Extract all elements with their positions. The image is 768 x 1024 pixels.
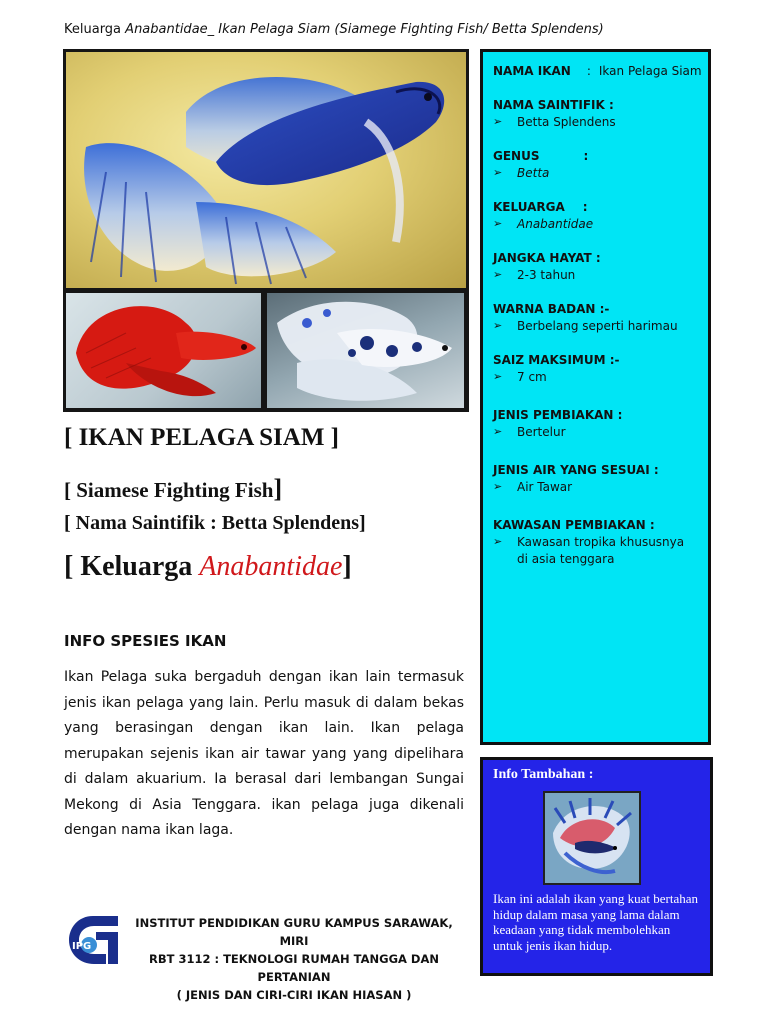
arrow-bullet-icon: ➢: [493, 268, 503, 281]
warna-badan-value: Berbelang seperti harimau: [517, 319, 678, 333]
keluarga-value: Anabantidae: [517, 217, 594, 231]
nama-ikan-label: NAMA IKAN: [493, 64, 571, 78]
genus-row: [493, 149, 702, 166]
keluarga-label: KELUARGA: [493, 200, 565, 214]
jenis-air-value: Air Tawar: [517, 480, 573, 494]
jangka-hayat-value-row: [493, 268, 702, 285]
fish-facts-panel: [480, 49, 711, 745]
info-tambahan-text: Ikan ini adalah ikan yang kuat bertahan hidup dalam masa yang lama dalam keadaan yang tidak membolehkan untuk jenis ikan hidup.: [493, 891, 699, 953]
english-name-close: ]: [273, 474, 283, 503]
jangka-hayat-label: JANGKA HAYAT :: [493, 251, 601, 265]
family-title-prefix: [ Keluarga: [64, 551, 200, 582]
english-name-text: [ Siamese Fighting Fish: [64, 478, 274, 502]
red-betta-illustration: [66, 293, 261, 408]
genus-label: GENUS: [493, 149, 540, 163]
arrow-bullet-icon: ➢: [493, 166, 503, 179]
institute-block: [122, 914, 466, 1004]
red-betta-photo: [66, 293, 261, 408]
logo-text: IPG: [72, 941, 92, 952]
jenis-air-label: JENIS AIR YANG SESUAI :: [493, 463, 659, 477]
jangka-hayat-value: 2-3 tahun: [517, 268, 576, 282]
kawasan-value-line1: Kawasan tropika khususnya: [517, 535, 685, 549]
arrow-bullet-icon: ➢: [493, 115, 503, 128]
nama-saintifik-label: NAMA SAINTIFIK :: [493, 98, 614, 112]
kawasan-value-row: [493, 535, 702, 552]
kawasan-value-line2: di asia tenggara: [517, 552, 615, 566]
kawasan-value-row-2: [493, 552, 702, 569]
jenis-air-value-row: [493, 480, 702, 497]
nama-ikan-sep: :: [586, 64, 591, 78]
genus-value-row: [493, 166, 702, 183]
kawasan-label: KAWASAN PEMBIAKAN :: [493, 518, 655, 532]
course-name: RBT 3112 : TEKNOLOGI RUMAH TANGGA DAN PERTANIAN: [148, 952, 439, 984]
header-prefix: Keluarga: [64, 22, 126, 37]
info-tambahan-photo: [543, 791, 641, 885]
arrow-bullet-icon: ➢: [493, 480, 503, 493]
scientific-name: [ Nama Saintifik : Betta Splendens]: [64, 512, 366, 534]
keluarga-value-row: [493, 217, 702, 234]
jenis-pembiakan-label: JENIS PEMBIAKAN :: [493, 408, 623, 422]
blue-betta-illustration: [66, 52, 466, 288]
info-heading: INFO SPESIES IKAN: [64, 632, 227, 650]
blue-betta-photo: [66, 52, 466, 288]
info-tambahan-panel: [480, 757, 713, 976]
saiz-label: SAIZ MAKSIMUM :-: [493, 353, 620, 367]
saiz-value-row: [493, 370, 702, 387]
fish-title: [ IKAN PELAGA SIAM ]: [64, 424, 340, 451]
header-rest: Ikan Pelaga Siam (Siamege Fighting Fish/ Betta Splendens): [214, 22, 604, 37]
nama-saintifik-value-row: [493, 115, 702, 132]
white-betta-photo: [267, 293, 464, 408]
family-title-close: ]: [342, 551, 352, 582]
nama-ikan-value: Ikan Pelaga Siam: [598, 64, 702, 78]
info-tambahan-title: Info Tambahan :: [493, 767, 594, 782]
topic-name: ( JENIS DAN CIRI-CIRI IKAN HIASAN ): [176, 988, 412, 1002]
jenis-pembiakan-value: Bertelur: [517, 425, 566, 439]
keluarga-sep: :: [582, 200, 588, 214]
warna-badan-label: WARNA BADAN :-: [493, 302, 610, 316]
saiz-value: 7 cm: [517, 370, 547, 384]
nama-saintifik-value: Betta Splendens: [517, 115, 616, 129]
arrow-bullet-icon: ➢: [493, 319, 503, 332]
family-title-name: Anabantidae: [199, 551, 343, 582]
genus-value: Betta: [517, 166, 550, 180]
family-title: [64, 551, 352, 583]
page-header: [64, 22, 604, 37]
ipg-logo: [66, 912, 120, 968]
white-betta-illustration: [267, 293, 464, 408]
english-name: [64, 474, 282, 504]
arrow-bullet-icon: ➢: [493, 370, 503, 383]
arrow-bullet-icon: ➢: [493, 425, 503, 438]
info-paragraph: Ikan Pelaga suka bergaduh dengan ikan lain termasuk jenis ikan pelaga yang lain. Perlu masuk di dalam bekas yang berasingan dengan ikan lain. Ikan pelaga merupakan sejenis ikan air tawar yang yang dipelihara di dalam akuarium. Ia berasal dari lembangan Sungai Mekong di Asia Tenggara. ikan pelaga juga dikenali dengan nama ikan laga.: [64, 669, 464, 838]
keluarga-row: [493, 200, 702, 217]
nama-ikan-row: [493, 64, 702, 81]
header-family: Anabantidae_: [125, 22, 215, 37]
ipg-logo-icon: [66, 912, 120, 968]
arrow-bullet-icon: ➢: [493, 217, 503, 230]
institute-name: INSTITUT PENDIDIKAN GURU KAMPUS SARAWAK, MIRI: [135, 916, 453, 948]
jenis-pembiakan-value-row: [493, 425, 702, 442]
genus-sep: :: [583, 149, 589, 163]
info-betta-illustration: [545, 793, 639, 883]
arrow-bullet-icon: ➢: [493, 535, 503, 548]
warna-badan-value-row: [493, 319, 702, 336]
